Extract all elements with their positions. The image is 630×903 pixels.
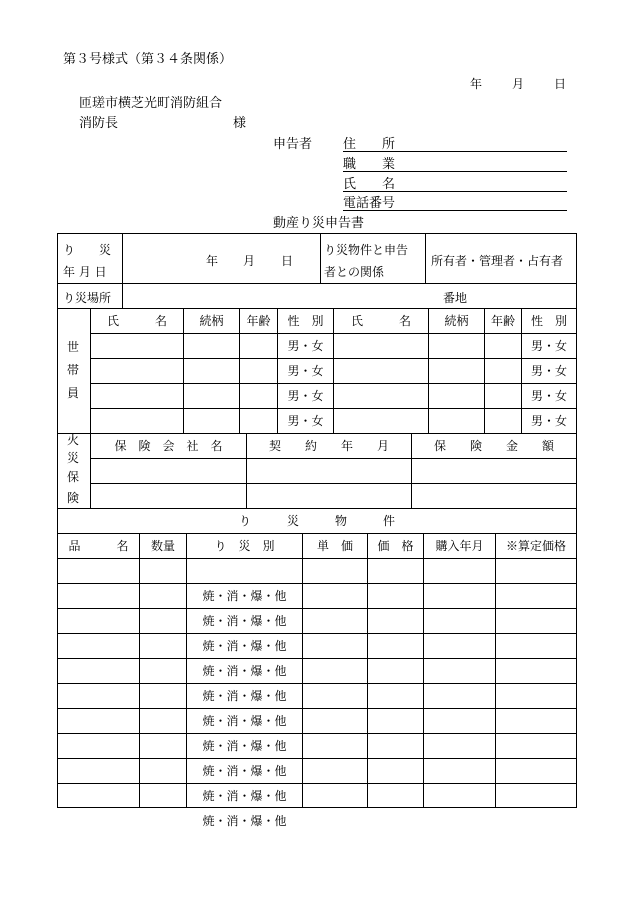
property-disaster-option[interactable]: 焼・消・爆・他 xyxy=(202,639,287,653)
household-gender-option[interactable]: 男・女 xyxy=(287,414,324,428)
insurance-side-label-1: 火 xyxy=(67,433,80,447)
household-header-name-2: 氏 名 xyxy=(350,314,411,328)
property-header-item: 品 名 xyxy=(68,539,129,553)
disaster-date-day: 日 xyxy=(281,254,294,268)
property-disaster-option[interactable]: 焼・消・爆・他 xyxy=(202,739,287,753)
household-side-label-1: 世 xyxy=(67,340,80,354)
date-day-label: 日 xyxy=(554,77,567,91)
applicant-occupation-label: 職 業 xyxy=(343,157,396,172)
disaster-date-label-2: 年 月 日 xyxy=(63,265,107,279)
banchi-label: 番地 xyxy=(443,291,468,305)
household-header-gender-2: 性 別 xyxy=(530,314,567,328)
addressee-org: 匝瑳市横芝光町消防組合 xyxy=(79,96,223,111)
household-gender-option[interactable]: 男・女 xyxy=(530,414,567,428)
household-header-age-2: 年齢 xyxy=(490,314,515,328)
relation-label-2: 者との関係 xyxy=(324,265,385,279)
insurance-amount-header: 保 険 金 額 xyxy=(433,439,554,453)
household-gender-option[interactable]: 男・女 xyxy=(287,339,324,353)
property-header-disaster: り 災 別 xyxy=(214,539,275,553)
property-header-price: 価 格 xyxy=(377,539,414,553)
property-disaster-option[interactable]: 焼・消・爆・他 xyxy=(202,614,287,628)
household-header-age-1: 年齢 xyxy=(246,314,271,328)
applicant-name-label: 氏 名 xyxy=(343,177,396,192)
property-header-estimate: ※算定価格 xyxy=(505,539,566,553)
household-header-name-1: 氏 名 xyxy=(106,314,167,328)
property-disaster-option[interactable]: 焼・消・爆・他 xyxy=(202,789,287,803)
disaster-date-year: 年 xyxy=(206,254,219,268)
relation-label-1: り災物件と申告 xyxy=(324,243,409,257)
disaster-date-month: 月 xyxy=(243,254,256,268)
household-gender-option[interactable]: 男・女 xyxy=(287,364,324,378)
property-disaster-option[interactable]: 焼・消・爆・他 xyxy=(202,664,287,678)
household-header-relation-1: 続柄 xyxy=(199,314,224,328)
insurance-company-header: 保 険 会 社 名 xyxy=(114,439,223,453)
date-month-label: 月 xyxy=(512,77,525,91)
applicant-label: 申告者 xyxy=(273,137,313,152)
property-disaster-option[interactable]: 焼・消・爆・他 xyxy=(202,764,287,778)
household-gender-option[interactable]: 男・女 xyxy=(287,389,324,403)
date-year-label: 年 xyxy=(470,77,483,91)
household-gender-option[interactable]: 男・女 xyxy=(530,339,567,353)
household-gender-option[interactable]: 男・女 xyxy=(530,364,567,378)
property-header-purchase: 購入年月 xyxy=(435,539,484,553)
relation-options[interactable]: 所有者・管理者・占有者 xyxy=(431,254,564,268)
household-side-label-2: 帯 xyxy=(67,363,80,377)
form-number: 第３号様式（第３４条関係） xyxy=(63,52,233,67)
property-title: り 災 物 件 xyxy=(238,514,395,528)
household-side-label-3: 員 xyxy=(67,386,80,400)
addressee-title: 消防長 xyxy=(79,116,119,131)
property-disaster-option[interactable]: 焼・消・爆・他 xyxy=(202,689,287,703)
insurance-contract-header: 契 約 年 月 xyxy=(268,439,389,453)
disaster-date-label-1: り 災 xyxy=(63,243,112,257)
disaster-place-label: り災場所 xyxy=(63,291,112,305)
household-header-relation-2: 続柄 xyxy=(444,314,469,328)
insurance-side-label-4: 険 xyxy=(67,491,80,505)
household-gender-option[interactable]: 男・女 xyxy=(530,389,567,403)
property-header-unit-price: 単 価 xyxy=(316,539,353,553)
property-header-qty: 数量 xyxy=(150,539,175,553)
applicant-phone-label: 電話番号 xyxy=(343,196,396,211)
insurance-side-label-3: 保 xyxy=(67,470,80,484)
addressee-suffix: 様 xyxy=(233,116,247,131)
property-disaster-option[interactable]: 焼・消・爆・他 xyxy=(202,714,287,728)
applicant-address-label: 住 所 xyxy=(343,137,396,152)
household-header-gender-1: 性 別 xyxy=(287,314,324,328)
property-disaster-option[interactable]: 焼・消・爆・他 xyxy=(202,814,287,828)
form-title: 動産り災申告書 xyxy=(273,216,365,231)
property-disaster-option[interactable]: 焼・消・爆・他 xyxy=(202,589,287,603)
insurance-side-label-2: 災 xyxy=(67,451,80,465)
